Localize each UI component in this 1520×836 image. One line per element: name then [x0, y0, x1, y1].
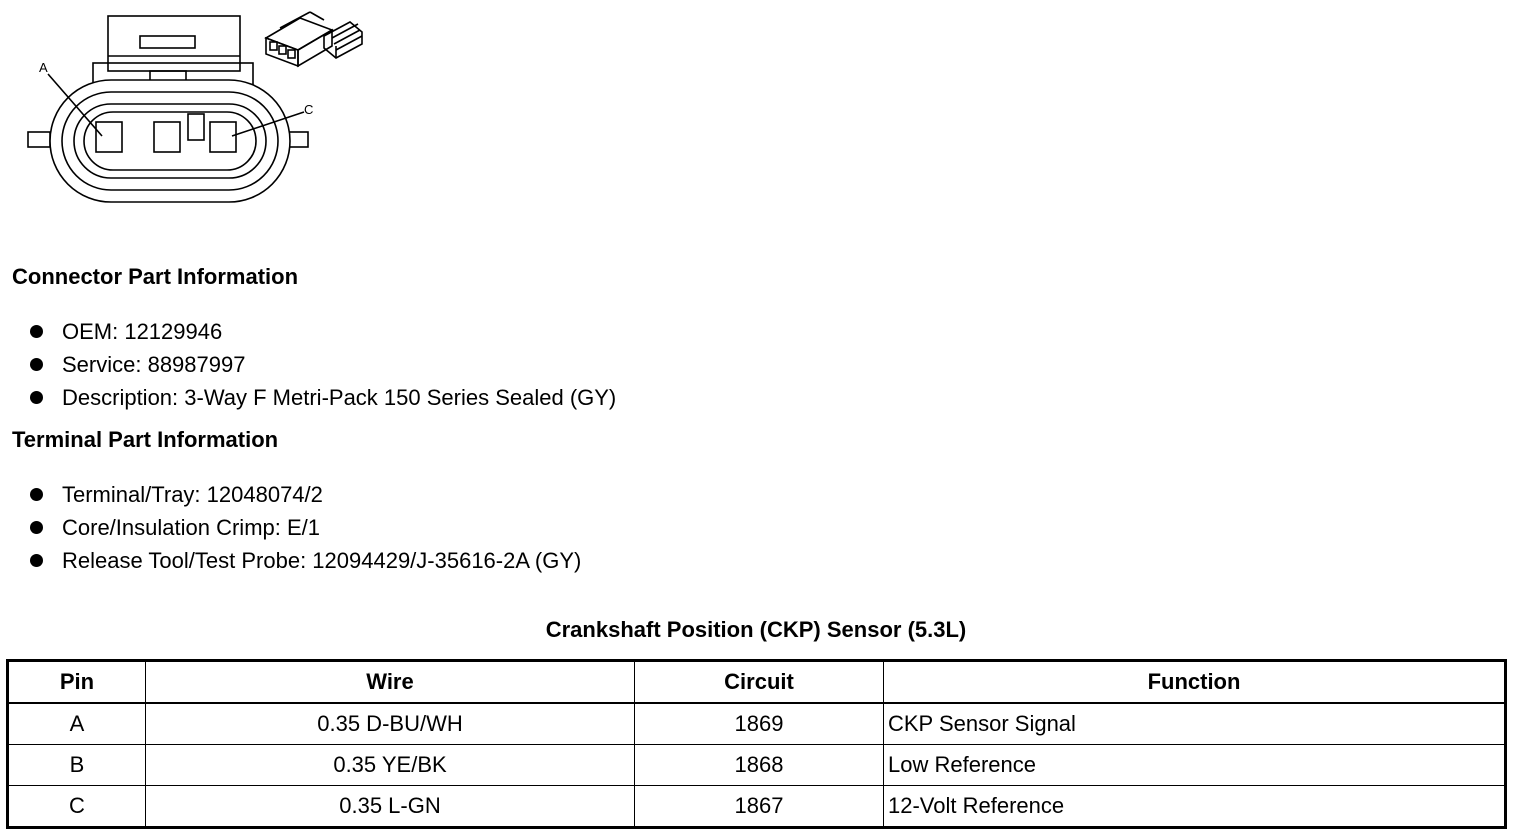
- list-item: [30, 318, 616, 351]
- bullet-icon: [30, 358, 43, 371]
- terminal-part-info-heading: Terminal Part Information: [12, 427, 279, 452]
- header-function: Function: [884, 661, 1506, 704]
- list-item: [30, 384, 616, 417]
- table-title: Crankshaft Position (CKP) Sensor (5.3L): [545, 617, 967, 642]
- cell-pin: C: [8, 786, 146, 828]
- bullet-icon: [30, 391, 43, 404]
- table-row: [8, 786, 1506, 828]
- list-item-text: OEM: 12129946: [62, 319, 223, 344]
- bullet-icon: [30, 521, 43, 534]
- list-item: [30, 514, 581, 547]
- list-item-text: Description: 3-Way F Metri-Pack 150 Series Sealed (GY): [62, 385, 617, 410]
- list-item: [30, 547, 581, 580]
- cell-wire: 0.35 YE/BK: [146, 745, 635, 786]
- cell-pin: A: [8, 703, 146, 745]
- table-header-row: [8, 661, 1506, 704]
- cell-circuit: 1869: [635, 703, 884, 745]
- list-item-text: Terminal/Tray: 12048074/2: [62, 482, 323, 507]
- connector-thumbnail: [266, 12, 362, 66]
- connector-diagram: [20, 8, 365, 208]
- bullet-icon: [30, 325, 43, 338]
- list-item: [30, 481, 581, 514]
- list-item-text: Service: 88987997: [62, 352, 246, 377]
- cell-circuit: 1868: [635, 745, 884, 786]
- list-item-text: Core/Insulation Crimp: E/1: [62, 515, 320, 540]
- connector-part-info-heading: Connector Part Information: [12, 264, 299, 289]
- terminal-part-info-list: [30, 481, 581, 580]
- pinout-table: [6, 659, 1507, 829]
- left-tab: [28, 132, 50, 147]
- list-item: [30, 351, 616, 384]
- cell-function: CKP Sensor Signal: [884, 703, 1506, 745]
- cell-circuit: 1867: [635, 786, 884, 828]
- pin-label-a: A: [39, 60, 48, 75]
- header-pin: Pin: [8, 661, 146, 704]
- table-row: [8, 745, 1506, 786]
- header-circuit: Circuit: [635, 661, 884, 704]
- bullet-icon: [30, 488, 43, 501]
- cell-wire: 0.35 D-BU/WH: [146, 703, 635, 745]
- list-item-text: Release Tool/Test Probe: 12094429/J-35616-2A (GY): [62, 548, 582, 573]
- cell-function: Low Reference: [884, 745, 1506, 786]
- cell-wire: 0.35 L-GN: [146, 786, 635, 828]
- header-wire: Wire: [146, 661, 635, 704]
- right-tab: [288, 132, 308, 147]
- pin-label-c: C: [304, 102, 314, 117]
- connector-part-info-list: [30, 318, 616, 417]
- cell-function: 12-Volt Reference: [884, 786, 1506, 828]
- latch-slot: [140, 36, 195, 48]
- cell-pin: B: [8, 745, 146, 786]
- table-row: [8, 703, 1506, 745]
- bullet-icon: [30, 554, 43, 567]
